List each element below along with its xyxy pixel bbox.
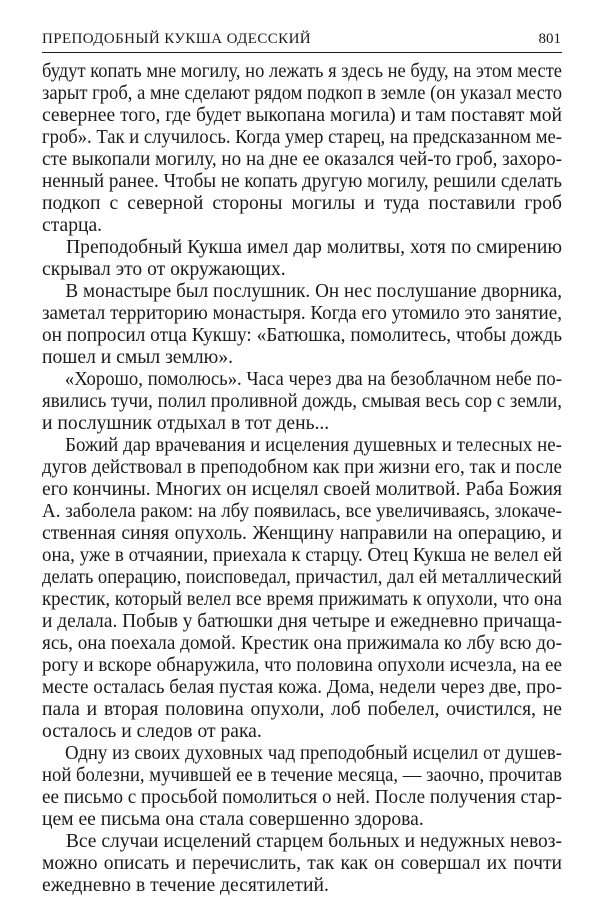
text-line: «Хорошо, помолюсь». Часа через два на безоблачном небе по- [64, 369, 562, 390]
text-line: явились тучи, полил проливной дождь, смывая весь сор с земли, [42, 391, 562, 412]
text-line: ее письмо с просьбой помолиться о ней. После получения стар- [42, 787, 562, 808]
text-line: подкоп с северной стороны могилы и туда поставили гроб [42, 193, 562, 214]
text-line: ной болезни, мучившей ее в течение месяца, — заочно, прочитав [42, 765, 562, 786]
text-line: сте выкопали могилу, но на дне ее оказался чей-то гроб, захоро- [42, 149, 562, 170]
text-line: будут копать мне могилу, но лежать я здесь не буду, на этом месте [42, 61, 562, 82]
text-line: Все случаи исцелений старцем больных и недужных невоз- [65, 831, 562, 852]
text-line: ясь, она поехала домой. Крестик она прижимала ко лбу всю до- [42, 633, 562, 654]
paragraph [42, 743, 562, 831]
text-line: месте осталась белая пустая кожа. Дома, недели через две, про- [42, 677, 562, 698]
text-line: осталось и следов от рака. [42, 721, 262, 742]
paragraph [42, 435, 562, 743]
paragraph [42, 61, 562, 237]
text-line: Одну из своих духовных чад преподобный исцелил от душев- [64, 743, 562, 764]
text-line: заметал территорию монастыря. Когда его утомило это занятие, [42, 303, 562, 324]
text-line: Божий дар врачевания и исцеления душевных и телесных не- [65, 435, 562, 456]
text-line: рогу и вскоре обнаружила, что половина опухоли исчезла, на ее [42, 655, 562, 676]
text-line: она, уже в отчаянии, приехала к старцу. Отец Кукша не велел ей [42, 545, 562, 566]
text-line: его кончины. Многих он исцелял своей молитвой. Раба Божия [42, 479, 562, 500]
text-line: пошел и смыл землю». [42, 347, 234, 368]
running-title: ПРЕПОДОБНЫЙ КУКША ОДЕССКИЙ [42, 31, 312, 47]
running-header [42, 30, 562, 53]
text-line: А. заболела раком: на лбу появилась, все увеличиваясь, злокаче- [42, 501, 562, 522]
paragraph [42, 237, 562, 281]
text-line: крестик, который велел все время прижимать к опухоли, что она [42, 589, 562, 610]
text-line: севернее того, где будет выкопана могила) и там поставят мой [42, 105, 562, 126]
text-line: дугов действовал в преподобном как при жизни его, так и после [42, 457, 562, 478]
text-line: можно описать и перечислить, так как он совершал их почти [42, 853, 562, 874]
text-line: старца. [42, 215, 103, 236]
text-line: и делала. Побыв у батюшки дня четыре и ежедневно причаща- [42, 611, 562, 632]
text-line: и послушник отдыхал в тот день... [42, 413, 330, 434]
paragraph [42, 831, 562, 897]
page-number: 801 [538, 31, 561, 47]
text-line: цем ее письма она стала совершенно здорова. [42, 809, 424, 830]
text-line: ежедневно в течение десятилетий. [42, 875, 329, 896]
text-line: В монастыре был послушник. Он нес послушание дворника, [65, 281, 562, 302]
text-line: зарыт гроб, а мне сделают рядом подкоп в земле (он указал место [42, 83, 562, 104]
text-line: Преподобный Кукша имел дар молитвы, хотя по смирению [66, 237, 562, 258]
text-line: он попросил отца Кукшу: «Батюшка, помолитесь, чтобы дождь [42, 325, 562, 346]
text-line: гроб». Так и случилось. Когда умер старец, на предсказанном ме- [42, 127, 562, 148]
text-line: делать операцию, поисповедал, причастил, дал ей металлический [42, 567, 562, 588]
paragraph [42, 281, 562, 369]
body-text [42, 61, 562, 897]
paragraph [42, 369, 562, 435]
text-line: скрывал это от окружающих. [42, 259, 286, 280]
text-line: ненный ранее. Чтобы не копать другую могилу, решили сделать [42, 171, 562, 192]
text-line: пала и вторая половина опухоли, лоб побелел, очистился, не [42, 699, 562, 720]
text-line: ственная синяя опухоль. Женщину направили на операцию, и [42, 523, 562, 544]
